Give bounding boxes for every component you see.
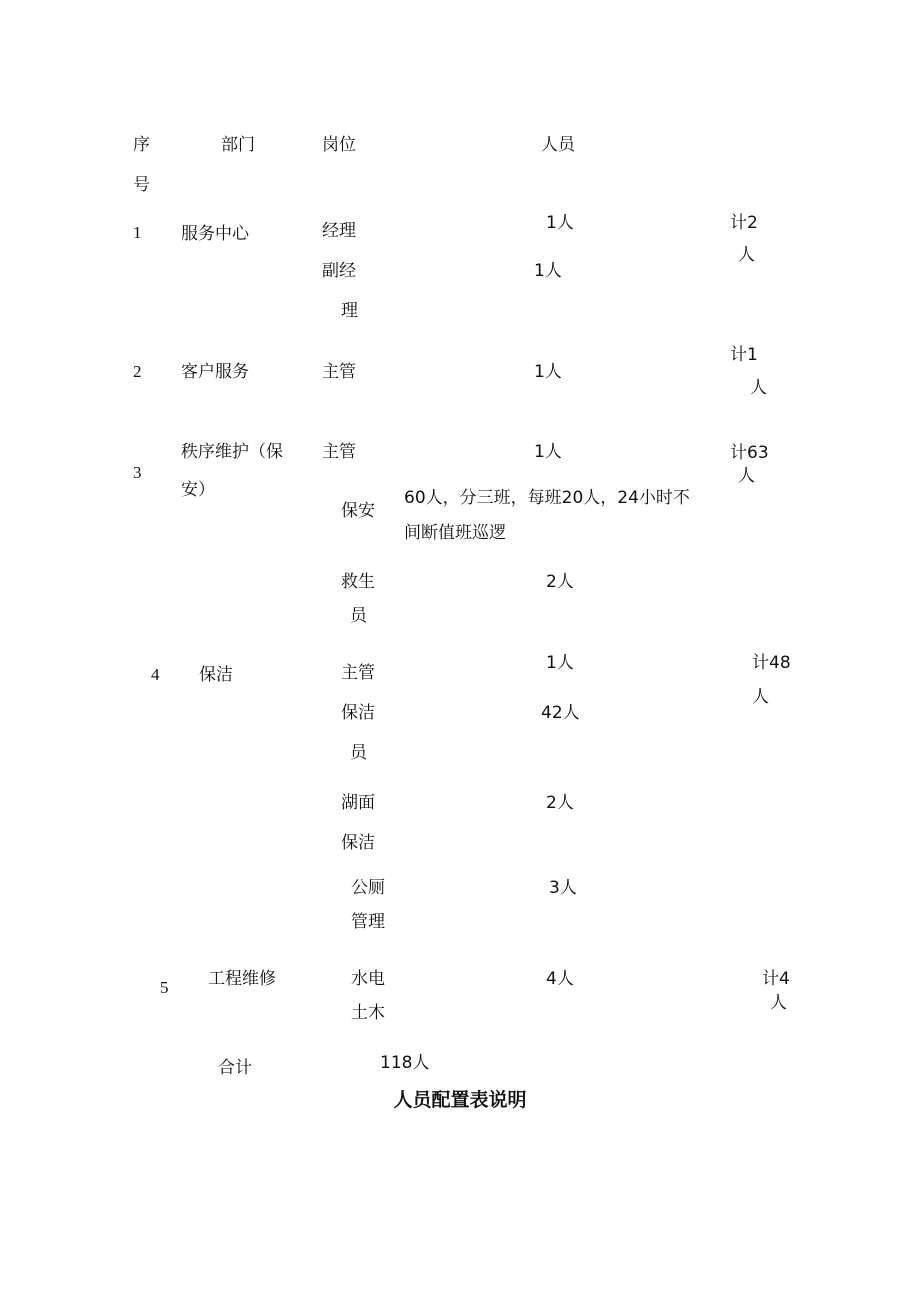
- row-staff: 1人: [534, 442, 562, 462]
- row-total: 人: [738, 466, 755, 486]
- row-seq: 2: [133, 362, 142, 381]
- row-post: 主管: [322, 362, 356, 382]
- row-dept: 客户服务: [181, 362, 249, 382]
- row-total: 计2: [730, 213, 758, 233]
- row-post: 主管: [341, 663, 375, 683]
- row-post: 公厕: [351, 878, 385, 898]
- row-seq: 4: [151, 665, 160, 684]
- row-post: 救生: [341, 572, 375, 592]
- header-dept: 部门: [221, 135, 255, 155]
- row-total: 人: [770, 993, 787, 1013]
- row-seq: 3: [133, 463, 142, 482]
- row-staff: 42人: [541, 703, 580, 723]
- row-staff: 3人: [549, 878, 577, 898]
- row-post: 员: [350, 606, 367, 626]
- row-post: 湖面: [341, 793, 375, 813]
- row-staff: 2人: [546, 572, 574, 592]
- row-seq: 1: [133, 223, 142, 242]
- row-post: 主管: [322, 442, 356, 462]
- row-total: 计1: [730, 345, 758, 365]
- row-staff: 1人: [534, 261, 562, 281]
- row-staff: 1人: [546, 653, 574, 673]
- row-staff: 4人: [546, 969, 574, 989]
- row-post: 理: [341, 301, 358, 321]
- row-post: 员: [350, 743, 367, 763]
- header-post: 岗位: [322, 135, 356, 155]
- row-total: 人: [750, 378, 767, 398]
- section-title: 人员配置表说明: [393, 1089, 527, 1111]
- row-total: 人: [738, 245, 755, 265]
- row-post: 副经: [322, 261, 356, 281]
- row-post: 保安: [341, 501, 375, 521]
- row-post: 保洁: [341, 703, 375, 723]
- header-seq-line2: 号: [133, 175, 150, 195]
- row-post: 水电: [351, 969, 385, 989]
- row-dept: 工程维修: [208, 969, 276, 989]
- summary-label: 合计: [218, 1058, 252, 1078]
- row-dept: 服务中心: [181, 224, 249, 244]
- row-staff: 1人: [534, 362, 562, 382]
- row-staff: 2人: [546, 793, 574, 813]
- row-total: 计4: [762, 969, 790, 989]
- row-total: 计48: [752, 653, 791, 673]
- row-post: 土木: [351, 1003, 385, 1023]
- header-seq-line1: 序: [133, 135, 150, 155]
- row-staff: 60人，分三班，每班20人，24小时不: [404, 488, 690, 508]
- row-dept: 秩序维护（保: [181, 442, 283, 462]
- row-staff: 1人: [546, 213, 574, 233]
- row-dept: 保洁: [199, 665, 233, 685]
- summary-value: 118人: [380, 1053, 430, 1073]
- row-seq: 5: [160, 978, 169, 997]
- row-staff: 间断值班巡逻: [404, 523, 506, 543]
- row-post: 经理: [322, 221, 356, 241]
- row-post: 管理: [351, 912, 385, 932]
- row-dept: 安）: [181, 480, 215, 500]
- row-post: 保洁: [341, 833, 375, 853]
- header-staff: 人员: [541, 135, 575, 155]
- row-total: 计63: [730, 443, 769, 463]
- row-total: 人: [752, 687, 769, 707]
